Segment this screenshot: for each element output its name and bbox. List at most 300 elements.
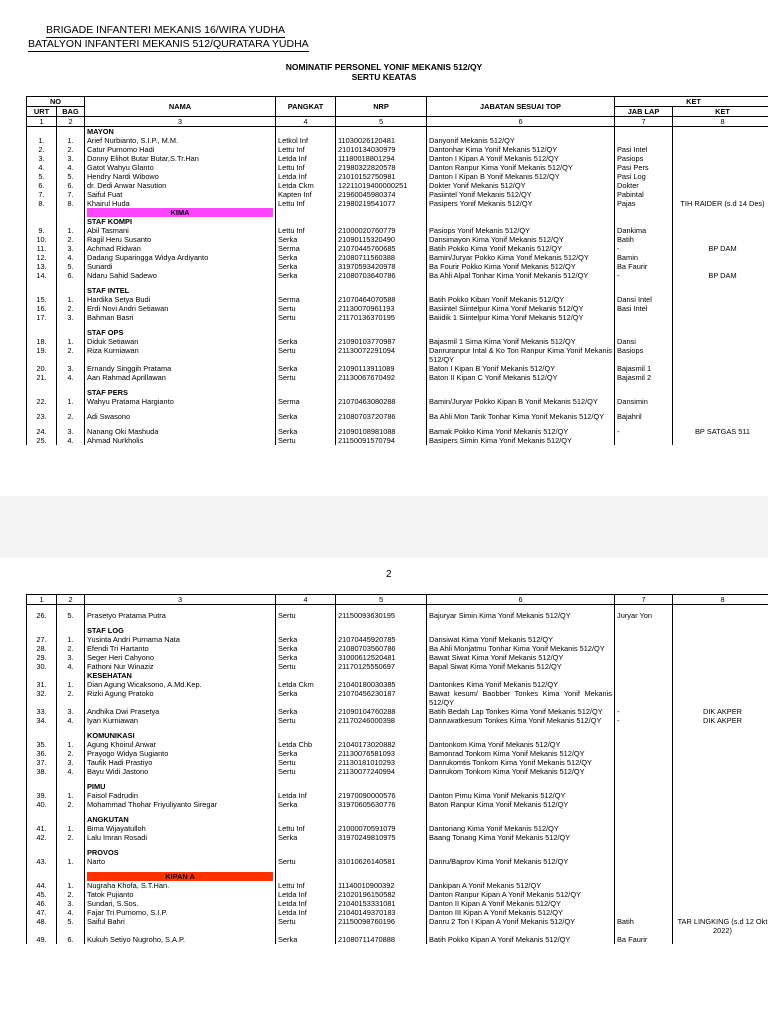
row-jab-lap: [615, 653, 673, 662]
table-row: [27, 253, 768, 262]
table-row: [27, 611, 768, 620]
row-cell: [336, 388, 427, 397]
row-bag: 2.: [57, 833, 85, 842]
row-cell: [336, 848, 427, 857]
row-jab-lap: [615, 662, 673, 671]
row-ket: [673, 662, 768, 671]
row-jabatan: Bamin/Juryar Pokko Kima Yonif Mekanis 512/QY: [427, 253, 615, 262]
section-title: KESEHATAN: [85, 671, 276, 680]
row-urt: 9.: [27, 226, 57, 235]
row-cell: [673, 388, 768, 397]
table-row: [27, 758, 768, 767]
table-row: [27, 163, 768, 172]
row-jabatan: Batih Bedah Lap Tonkes Kima Yonif Mekanis 512/QY: [427, 707, 615, 716]
row-cell: [27, 815, 57, 824]
row-pangkat: Lettu Inf: [276, 199, 336, 208]
row-ket: [673, 262, 768, 271]
row-jab-lap: [615, 890, 673, 899]
row-jabatan: Ba Fourir Pokko Kima Yonif Mekanis 512/QY: [427, 262, 615, 271]
row-cell: [615, 782, 673, 791]
row-jab-lap: Basiops: [615, 346, 673, 364]
section-title: STAF OPS: [85, 328, 276, 337]
col-jabatan: JABATAN SESUAI TOP: [427, 97, 615, 117]
table-row: [27, 653, 768, 662]
row-nrp: 21040180030385: [336, 680, 427, 689]
col-number: 2: [57, 117, 85, 127]
table-row: [27, 857, 768, 866]
row-pangkat: Letda Ckm: [276, 680, 336, 689]
table-row: [27, 644, 768, 653]
row-bag: 6.: [57, 271, 85, 280]
row-bag: 1.: [57, 226, 85, 235]
row-urt: 41.: [27, 824, 57, 833]
row-jabatan: Danrukom Tonkom Kima Yonif Mekanis 512/QY: [427, 767, 615, 776]
row-nrp: 21080703640786: [336, 271, 427, 280]
row-urt: 18.: [27, 337, 57, 346]
row-cell: [276, 782, 336, 791]
row-urt: 46.: [27, 899, 57, 908]
row-jabatan: Danyonif Mekanis 512/QY: [427, 136, 615, 145]
row-nama: Bahman Basri: [85, 313, 276, 322]
row-cell: [57, 286, 85, 295]
row-cell: [615, 872, 673, 881]
table-row: [27, 881, 768, 890]
row-jabatan: Dantonkes Kima Yonif Mekanis 512/QY: [427, 680, 615, 689]
row-nama: Catur Purnomo Hadi: [85, 145, 276, 154]
row-urt: 30.: [27, 662, 57, 671]
row-nrp: 21170136370195: [336, 313, 427, 322]
row-nrp: 21960045980374: [336, 190, 427, 199]
row-bag: 1.: [57, 680, 85, 689]
section-title: STAF INTEL: [85, 286, 276, 295]
table-row: [27, 749, 768, 758]
row-nama: Wahyu Pratama Hargianto: [85, 397, 276, 406]
row-cell: [673, 782, 768, 791]
row-jabatan: Ba Ahli Monjatmu Tonhar Kima Yonif Mekanis 512/QY: [427, 644, 615, 653]
row-cell: [27, 127, 57, 137]
row-urt: 21.: [27, 373, 57, 382]
document-page-2: [0, 558, 768, 1024]
row-jab-lap: Batih: [615, 235, 673, 244]
row-nama: Andhika Dwi Prasetya: [85, 707, 276, 716]
row-jabatan: Bawat kesum/ Baobber Tonkes Kima Yonif Mekanis 512/QY: [427, 689, 615, 707]
table-row: [27, 917, 768, 935]
row-cell: [276, 626, 336, 635]
row-nama: Kukuh Setiyo Nugroho, S.A.P.: [85, 935, 276, 944]
row-bag: 4.: [57, 767, 85, 776]
row-ket: [673, 689, 768, 707]
row-jab-lap: -: [615, 707, 673, 716]
row-cell: [615, 127, 673, 137]
row-cell: [57, 731, 85, 740]
table-row: [27, 716, 768, 725]
row-bag: 2.: [57, 346, 85, 364]
row-cell: [336, 217, 427, 226]
row-nama: Bayu Widi Jastono: [85, 767, 276, 776]
row-urt: 11.: [27, 244, 57, 253]
row-urt: 28.: [27, 644, 57, 653]
row-jab-lap: [615, 680, 673, 689]
row-jab-lap: [615, 758, 673, 767]
row-cell: [673, 328, 768, 337]
row-jab-lap: [615, 136, 673, 145]
row-nrp: 21090103770987: [336, 337, 427, 346]
row-jab-lap: Pajas: [615, 199, 673, 208]
row-jab-lap: [615, 767, 673, 776]
row-cell: [57, 217, 85, 226]
section-title: PROVOS: [85, 848, 276, 857]
table-row: [27, 707, 768, 716]
row-cell: [427, 217, 615, 226]
row-urt: 47.: [27, 908, 57, 917]
row-jab-lap: Dankima: [615, 226, 673, 235]
row-nama: Erdi Novi Andri Setiawan: [85, 304, 276, 313]
table-row: [27, 271, 768, 280]
row-cell: [615, 815, 673, 824]
table-row: [27, 680, 768, 689]
row-cell: [57, 328, 85, 337]
row-pangkat: Sertu: [276, 917, 336, 935]
col-number: 3: [85, 595, 276, 605]
row-cell: [427, 127, 615, 137]
table-row: [27, 689, 768, 707]
row-nama: Narto: [85, 857, 276, 866]
row-cell: [27, 782, 57, 791]
section-row: [27, 848, 768, 857]
row-bag: 4.: [57, 436, 85, 445]
row-urt: 44.: [27, 881, 57, 890]
row-nama: Riza Kurniawan: [85, 346, 276, 364]
section-title: STAF KOMPI: [85, 217, 276, 226]
col-number: 8: [673, 117, 768, 127]
col-number: 1: [27, 117, 57, 127]
personnel-table-page-2: [26, 594, 768, 944]
col-no: NO: [27, 97, 85, 107]
row-pangkat: Letda Inf: [276, 908, 336, 917]
row-urt: 14.: [27, 271, 57, 280]
row-nama: dr. Dedi Anwar Nasution: [85, 181, 276, 190]
table-row: [27, 181, 768, 190]
row-nrp: 31970605630776: [336, 800, 427, 809]
row-jab-lap: Pasi Intel: [615, 145, 673, 154]
row-cell: [336, 782, 427, 791]
col-number: 4: [276, 117, 336, 127]
row-cell: [673, 217, 768, 226]
row-bag: 1.: [57, 337, 85, 346]
table-row: [27, 791, 768, 800]
row-urt: 31.: [27, 680, 57, 689]
section-row: [27, 671, 768, 680]
row-jab-lap: Ba Faurir: [615, 935, 673, 944]
row-pangkat: Serma: [276, 244, 336, 253]
table-row: [27, 226, 768, 235]
row-nrp: 21070456230187: [336, 689, 427, 707]
row-jabatan: Pasiintel Yonif Mekanis 512/QY: [427, 190, 615, 199]
table-row: [27, 364, 768, 373]
row-nrp: 21040149370183: [336, 908, 427, 917]
row-cell: [27, 731, 57, 740]
row-pangkat: Serka: [276, 271, 336, 280]
row-urt: 25.: [27, 436, 57, 445]
row-cell: [276, 388, 336, 397]
row-nama: Prasetyo Pratama Putra: [85, 611, 276, 620]
unit-header: [28, 24, 309, 52]
table-row: [27, 154, 768, 163]
row-pangkat: Serka: [276, 689, 336, 707]
row-nrp: 21130076581093: [336, 749, 427, 758]
row-ket: [673, 163, 768, 172]
row-ket: [673, 644, 768, 653]
row-jab-lap: [615, 436, 673, 445]
row-urt: 35.: [27, 740, 57, 749]
row-nrp: 21150091570794: [336, 436, 427, 445]
row-jab-lap: Pasi Pers: [615, 163, 673, 172]
row-bag: 1.: [57, 397, 85, 406]
row-pangkat: Serka: [276, 800, 336, 809]
row-urt: 33.: [27, 707, 57, 716]
row-jab-lap: [615, 800, 673, 809]
row-nrp: 21080703720786: [336, 412, 427, 421]
row-nrp: 31000612520481: [336, 653, 427, 662]
row-nama: Nanang Oki Mashuda: [85, 427, 276, 436]
row-urt: 38.: [27, 767, 57, 776]
row-pangkat: Serka: [276, 364, 336, 373]
row-pangkat: Letda Ckm: [276, 181, 336, 190]
row-bag: 4.: [57, 662, 85, 671]
row-urt: 5.: [27, 172, 57, 181]
row-nrp: 21000020760779: [336, 226, 427, 235]
row-pangkat: Letda Chb: [276, 740, 336, 749]
row-ket: [673, 295, 768, 304]
row-pangkat: Letda Inf: [276, 899, 336, 908]
row-urt: 45.: [27, 890, 57, 899]
row-pangkat: Serka: [276, 427, 336, 436]
row-pangkat: Lettu Inf: [276, 226, 336, 235]
row-ket: [673, 611, 768, 620]
col-pangkat: PANGKAT: [276, 97, 336, 117]
row-cell: [336, 328, 427, 337]
row-cell: [57, 671, 85, 680]
row-urt: 49.: [27, 935, 57, 944]
row-bag: 2.: [57, 890, 85, 899]
row-jabatan: Dansiwat Kima Yonif Mekanis 512/QY: [427, 635, 615, 644]
table-row: [27, 935, 768, 944]
row-nama: Dadang Suparingga Widya Ardiyanto: [85, 253, 276, 262]
row-jabatan: Dantonkom Kima Yonif Mekanis 512/QY: [427, 740, 615, 749]
row-pangkat: Letda Inf: [276, 791, 336, 800]
row-ket: DIK AKPER: [673, 716, 768, 725]
row-bag: 1.: [57, 824, 85, 833]
row-urt: 3.: [27, 154, 57, 163]
row-ket: [673, 791, 768, 800]
row-cell: [276, 731, 336, 740]
table-row: [27, 800, 768, 809]
row-jab-lap: Bajasmil 1: [615, 364, 673, 373]
page-number: 2: [386, 569, 392, 580]
document-title: NOMINATIF PERSONEL YONIF MEKANIS 512/QY: [285, 62, 483, 72]
row-jab-lap: [615, 644, 673, 653]
row-cell: [27, 671, 57, 680]
row-jab-lap: Dansi Intel: [615, 295, 673, 304]
row-cell: [615, 671, 673, 680]
column-number-row: [27, 595, 768, 605]
row-cell: [336, 208, 427, 217]
row-nrp: 31970249810975: [336, 833, 427, 842]
row-pangkat: Lettu Inf: [276, 163, 336, 172]
row-ket: [673, 857, 768, 866]
row-ket: [673, 304, 768, 313]
row-jab-lap: Bajahril: [615, 412, 673, 421]
row-ket: [673, 758, 768, 767]
row-ket: BP DAM: [673, 244, 768, 253]
row-jabatan: Danton III Kipan A Yonif Mekanis 512/QY: [427, 908, 615, 917]
row-urt: 23.: [27, 412, 57, 421]
row-bag: 3.: [57, 707, 85, 716]
row-bag: 2.: [57, 749, 85, 758]
row-jab-lap: Dokter: [615, 181, 673, 190]
row-ket: [673, 824, 768, 833]
row-jab-lap: Bamin: [615, 253, 673, 262]
row-cell: [57, 782, 85, 791]
row-jab-lap: [615, 824, 673, 833]
row-nrp: 12211019400000251: [336, 181, 427, 190]
row-pangkat: Sertu: [276, 758, 336, 767]
row-bag: 3.: [57, 364, 85, 373]
col-jab-lap: JAB LAP: [615, 107, 673, 117]
section-title: STAF PERS: [85, 388, 276, 397]
row-urt: 16.: [27, 304, 57, 313]
row-jab-lap: Pasi Log: [615, 172, 673, 181]
row-nama: Achmad Ridwan: [85, 244, 276, 253]
row-jabatan: Pasiops Yonif Mekanis 512/QY: [427, 226, 615, 235]
row-bag: 5.: [57, 262, 85, 271]
row-nama: Prayogo Widya Sugianto: [85, 749, 276, 758]
row-cell: [85, 872, 276, 881]
row-nrp: 21980322820578: [336, 163, 427, 172]
row-pangkat: Sertu: [276, 767, 336, 776]
row-bag: 3.: [57, 653, 85, 662]
row-nama: Diduk Setiawan: [85, 337, 276, 346]
row-bag: 4.: [57, 908, 85, 917]
row-nama: Khairul Huda: [85, 199, 276, 208]
row-urt: 32.: [27, 689, 57, 707]
personnel-table-page-1: [26, 96, 768, 445]
row-pangkat: Letkol Inf: [276, 136, 336, 145]
col-number: 7: [615, 595, 673, 605]
row-nrp: 21130067670492: [336, 373, 427, 382]
row-jabatan: Danruwatkesum Tonkes Kima Yonif Mekanis 512/QY: [427, 716, 615, 725]
row-jab-lap: -: [615, 427, 673, 436]
row-urt: 39.: [27, 791, 57, 800]
row-nrp: 11030026120481: [336, 136, 427, 145]
row-jab-lap: Basi Intel: [615, 304, 673, 313]
row-ket: [673, 749, 768, 758]
row-urt: 43.: [27, 857, 57, 866]
row-pangkat: Sertu: [276, 304, 336, 313]
row-jab-lap: [615, 881, 673, 890]
row-ket: [673, 313, 768, 322]
section-row: [27, 328, 768, 337]
row-cell: [615, 848, 673, 857]
row-bag: 5.: [57, 611, 85, 620]
row-jab-lap: -: [615, 271, 673, 280]
row-jab-lap: Ba Faurir: [615, 262, 673, 271]
row-nrp: 21130181010293: [336, 758, 427, 767]
row-cell: [27, 848, 57, 857]
row-jabatan: Dokter Yonif Mekanis 512/QY: [427, 181, 615, 190]
row-nama: Rizki Agung Pratoko: [85, 689, 276, 707]
row-jab-lap: -: [615, 244, 673, 253]
row-ket: [673, 890, 768, 899]
row-nrp: 21010152750981: [336, 172, 427, 181]
row-nrp: 21090108981088: [336, 427, 427, 436]
row-urt: 36.: [27, 749, 57, 758]
row-nama: Iyan Kurniawan: [85, 716, 276, 725]
table-row: [27, 190, 768, 199]
row-nrp: 21070445920785: [336, 635, 427, 644]
row-cell: [427, 286, 615, 295]
row-ket: [673, 767, 768, 776]
row-cell: [427, 328, 615, 337]
row-pangkat: Lettu Inf: [276, 824, 336, 833]
row-pangkat: Serka: [276, 337, 336, 346]
row-pangkat: Sertu: [276, 857, 336, 866]
row-pangkat: Serka: [276, 635, 336, 644]
row-nama: Ahmad Nurkholis: [85, 436, 276, 445]
row-jabatan: Batih Pokko Kipan A Yonif Mekanis 512/QY: [427, 935, 615, 944]
row-pangkat: Serka: [276, 253, 336, 262]
row-bag: 2.: [57, 145, 85, 154]
row-cell: [27, 217, 57, 226]
row-ket: [673, 653, 768, 662]
col-nama: NAMA: [85, 97, 276, 117]
section-row: [27, 815, 768, 824]
row-cell: [427, 626, 615, 635]
row-bag: 3.: [57, 758, 85, 767]
section-row: [27, 731, 768, 740]
row-urt: 27.: [27, 635, 57, 644]
row-jabatan: Basipers Simin Kima Yonif Mekanis 512/QY: [427, 436, 615, 445]
section-title: PIMU: [85, 782, 276, 791]
row-nrp: 31010626140581: [336, 857, 427, 866]
row-nama: Seger Heri Cahyono: [85, 653, 276, 662]
row-bag: 2.: [57, 689, 85, 707]
row-ket: [673, 181, 768, 190]
row-nrp: 31970593420978: [336, 262, 427, 271]
row-ket: [673, 190, 768, 199]
col-number: 7: [615, 117, 673, 127]
row-ket: [673, 346, 768, 364]
row-jabatan: Ba Ahli Alpal Tonhar Kima Yonif Mekanis 512/QY: [427, 271, 615, 280]
section-row: [27, 217, 768, 226]
row-ket: TIH RAIDER (s.d 14 Des): [673, 199, 768, 208]
table-row: [27, 136, 768, 145]
row-nama: Nugraha Khofa, S.T.Han.: [85, 881, 276, 890]
row-nrp: 21010134030979: [336, 145, 427, 154]
row-jab-lap: [615, 740, 673, 749]
row-pangkat: Sertu: [276, 716, 336, 725]
table-row: [27, 295, 768, 304]
row-ket: [673, 436, 768, 445]
row-nrp: 21170125550697: [336, 662, 427, 671]
row-nrp: 21070445760685: [336, 244, 427, 253]
row-pangkat: Kapten Inf: [276, 190, 336, 199]
row-jabatan: Pasipers Yonif Mekanis 512/QY: [427, 199, 615, 208]
row-cell: [615, 217, 673, 226]
row-cell: [57, 872, 85, 881]
section-title: KOMUNIKASI: [85, 731, 276, 740]
row-ket: [673, 253, 768, 262]
